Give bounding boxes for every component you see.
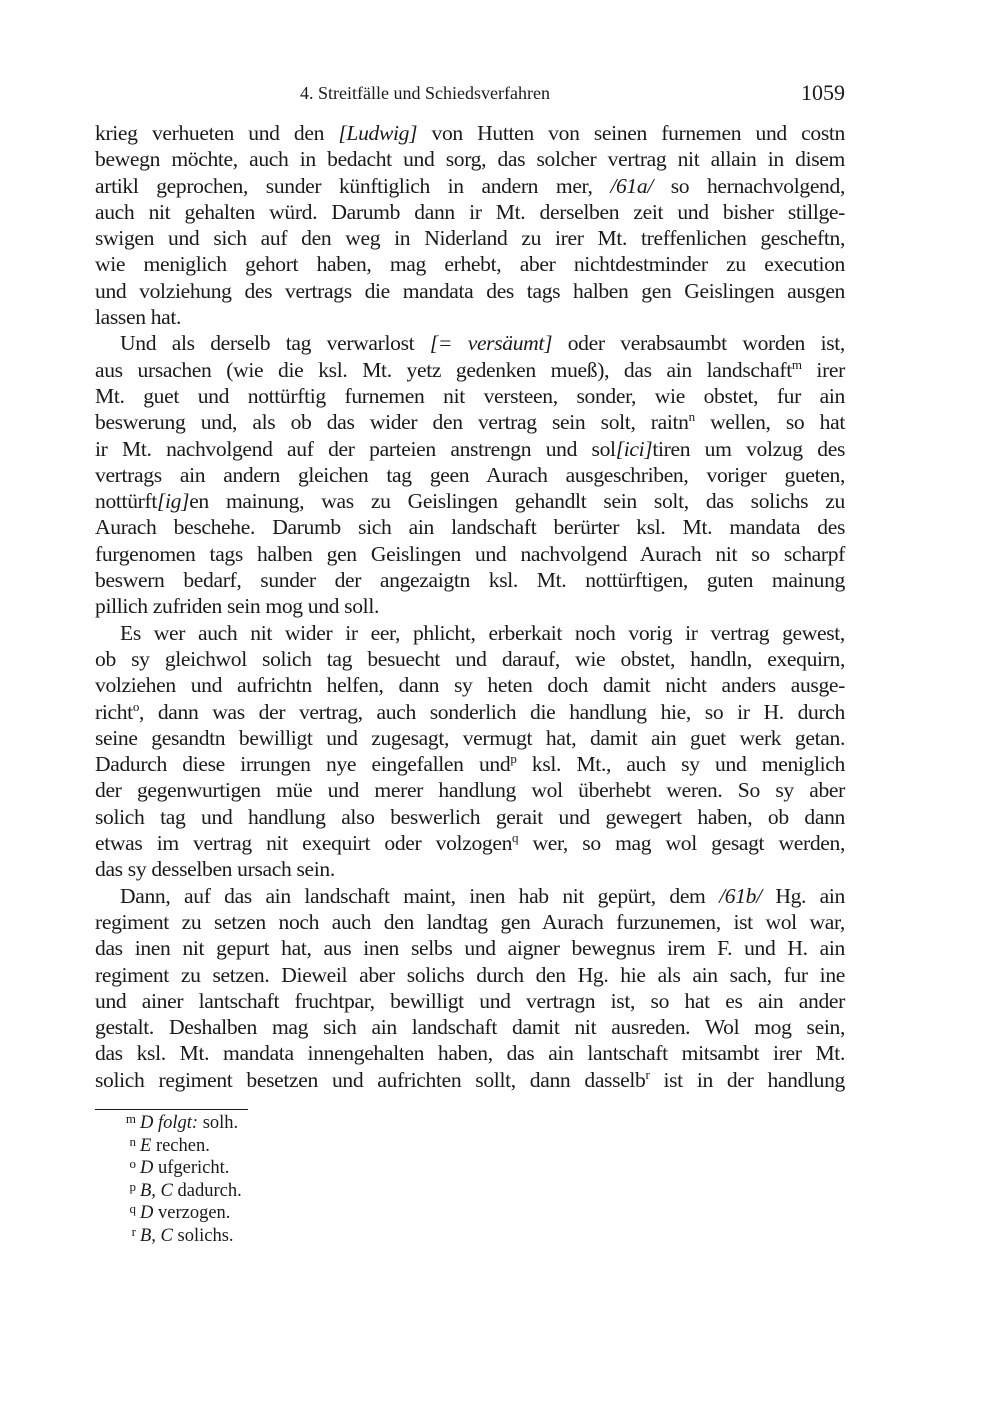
text-line [95,646,845,672]
text-span: aus ursachen (wie die ksl. Mt. yetz gedenken mueß), das ain landschaft [95,357,792,382]
page-number: 1059 [801,80,845,105]
text-span: beswern bedarf, sunder der angezaigtn ksl. Mt. nottürftigen, guten mainung [95,568,845,593]
footnote-mark: m [125,1111,136,1126]
text-span: gestalt. Deshalben mag sich ain landschaft damit nit ausreden. Wol mog sein, [95,1015,845,1040]
text-line [95,462,845,488]
text-line [95,909,845,935]
text-line [95,725,845,751]
text-span: bewegn möchte, auch in bedacht und sorg, das solcher vertrag nit allain in disem [95,147,845,172]
text-span: ob sy gleichwol solich tag besuecht und darauf, wie obstet, handln, exequirn, [95,646,845,671]
running-head [95,80,845,106]
footnote-text: solichs. [172,1225,234,1246]
text-line [95,672,845,698]
text-span: irer [801,357,845,382]
text-span: tiren um volzug des [652,436,846,461]
footnote-reference: m [791,356,802,372]
text-span: nottürft [95,489,157,514]
text-span: Dadurch diese irrungen nye eingefallen und [95,752,511,777]
text-line [95,330,845,356]
editorial-insertion: [ig] [156,489,190,514]
text-span: lassen hat. [95,305,182,330]
footnote-reference: r [645,1066,650,1082]
text-span: ksl. Mt., auch sy und meniglich [516,752,845,777]
text-line [95,146,845,172]
text-line [95,304,845,330]
text-line [95,278,845,304]
text-line [95,620,845,646]
text-line [95,173,845,199]
footnote-text: verzogen. [153,1203,231,1223]
text-span: krieg verhueten und den [95,121,339,145]
footnote-reference: q [512,830,519,846]
text-span: so hernachvolgend, [652,173,846,198]
running-title: 4. Streitfälle und Schiedsverfahren [300,83,550,103]
text-span: Aurach beschehe. Darumb sich ain landschaft berürter ksl. Mt. mandata des [95,515,845,540]
text-span: Hg. ain [761,883,845,908]
text-line [95,436,845,462]
footnote-mark: o [129,1156,136,1171]
text-line [95,699,845,725]
text-line [95,1014,845,1040]
text-span: Mt. guet und nottürftig furnemen nit versteen, sonder, wie obstet, fur ain [95,383,845,408]
footnote [95,1225,242,1248]
footnote-mark: n [129,1133,136,1149]
text-span: pillich zufriden sein mog und soll. [95,594,380,619]
text-line [95,856,845,882]
text-line [95,120,845,146]
text-span: das inen nit gepurt hat, aus inen selbs und aigner bewegnus irem F. und H. ain [95,936,845,961]
text-line [95,488,845,514]
text-span: und ainer lantschaft fruchtpar, bewilligt und vertragn ist, so hat es ain ander [95,988,845,1013]
text-span: furgenomen tags halben gen Geislingen und nachvolgend Aurach nit so scharpf [95,541,845,566]
text-span: von Hutten von seinen furnemen und costn [417,121,845,145]
footnote-mark: p [129,1178,136,1194]
text-span: und volziehung des vertrags die mandata des tags halben gen Geislingen ausgen [95,278,845,303]
text-line [95,541,845,567]
text-line [95,251,845,277]
text-span: wer, so mag wol gesagt werden, [518,831,845,856]
text-span: regiment zu setzen. Dieweil aber solichs durch den Hg. hie als ain sach, fur ine [95,962,845,987]
footnote-siglum: B, C [140,1225,173,1246]
text-span: richt [95,699,133,724]
text-line [95,357,845,383]
text-line [95,804,845,830]
footnote-reference: p [510,751,517,767]
text-span: volziehen und aufrichtn helfen, dann sy heten doch damit nicht anders ausge- [95,673,845,698]
editorial-insertion: /61a/ [610,173,653,198]
text-line [95,567,845,593]
text-line [95,383,845,409]
footnote-reference: n [688,409,695,425]
text-span: wie meniglich gehort haben, mag erhebt, aber nichtdestminder zu execution [95,252,845,277]
footnote-text: dadurch. [172,1180,242,1201]
footnote-text: rechen. [151,1135,210,1156]
text-line [95,883,845,909]
text-span: ir Mt. nachvolgend auf der parteien anstrengn und sol [95,436,616,461]
text-span: , dann was der vertrag, auch sonderlich die handlung hie, so ir H. durch [138,699,845,724]
text-line [95,988,845,1014]
editorial-insertion: [ici] [615,436,653,461]
text-span: auch nit gehalten würd. Darumb dann ir Mt. derselben zeit und bisher stillge- [95,199,845,224]
editorial-insertion: [Ludwig] [338,121,418,145]
text-line [95,199,845,225]
footnote-siglum: D [140,1158,154,1178]
editorial-insertion: /61b/ [719,883,762,908]
text-line [95,593,845,619]
footnote-siglum: B, C [140,1180,173,1201]
text-line [95,935,845,961]
text-span: beswerung und, als ob das wider den vertrag sein solt, raitn [95,410,689,435]
footnote-text: solh. [198,1113,239,1133]
text-span: der gegenwurtigen müe und merer handlung wol überhebt weren. So sy aber [95,778,845,803]
text-span: das ksl. Mt. mandata innengehalten haben, das ain lantschaft mitsambt irer Mt. [95,1041,845,1066]
text-span: vertrags ain andern gleichen tag geen Aurach ausgeschriben, voriger gueten, [95,462,845,487]
footnote-mark: q [129,1201,136,1216]
body-text [95,120,845,1093]
text-span: oder verabsaumbt worden ist, [552,331,845,356]
text-line [95,409,845,435]
text-span: wellen, so hat [694,410,846,435]
editorial-insertion: [= versäumt] [429,331,553,356]
text-span: etwas im vertrag nit exequirt oder volzogen [95,831,513,856]
footnotes [95,1112,242,1247]
text-span: Es wer auch nit wider ir eer, phlicht, erberkait noch vorig ir vertrag gewest, [120,620,845,645]
text-span: en mainung, was zu Geislingen gehandlt sein solt, das solichs zu [189,489,845,514]
footnote-text: ufgericht. [153,1158,230,1178]
footnote-siglum: D [140,1203,154,1223]
text-span: seine gesandtn bewilligt und zugesagt, vermugt hat, damit ain guet werk getan. [95,725,845,750]
text-span: Und als derselb tag verwarlost [120,331,430,356]
text-line [95,830,845,856]
text-span: ist in der handlung [649,1067,846,1092]
text-span: artikl geprochen, sunder künftiglich in andern mer, [95,173,611,198]
text-span: das sy desselben ursach sein. [95,857,335,882]
text-span: solich tag und handlung also beswerlich gerait und gewegert haben, ob dann [95,804,845,829]
text-line [95,1067,845,1093]
text-line [95,225,845,251]
text-span: Dann, auf das ain landschaft maint, inen hab nit gepürt, dem [120,883,720,908]
text-span: solich regiment besetzen und aufrichten sollt, dann dasselb [95,1067,646,1092]
text-line [95,962,845,988]
footnote-mark: r [131,1223,136,1239]
footnote-siglum: D folgt: [140,1113,199,1133]
text-line [95,1040,845,1066]
text-span: regiment zu setzen noch auch den landtag gen Aurach furzunemen, ist wol war, [95,909,845,934]
text-line [95,751,845,777]
text-line [95,514,845,540]
text-line [95,777,845,803]
footnote-reference: o [132,698,139,714]
text-span: swigen und sich auf den weg in Niderland zu irer Mt. treffenlichen gescheftn, [95,226,845,251]
footnote-siglum: E [140,1135,152,1156]
